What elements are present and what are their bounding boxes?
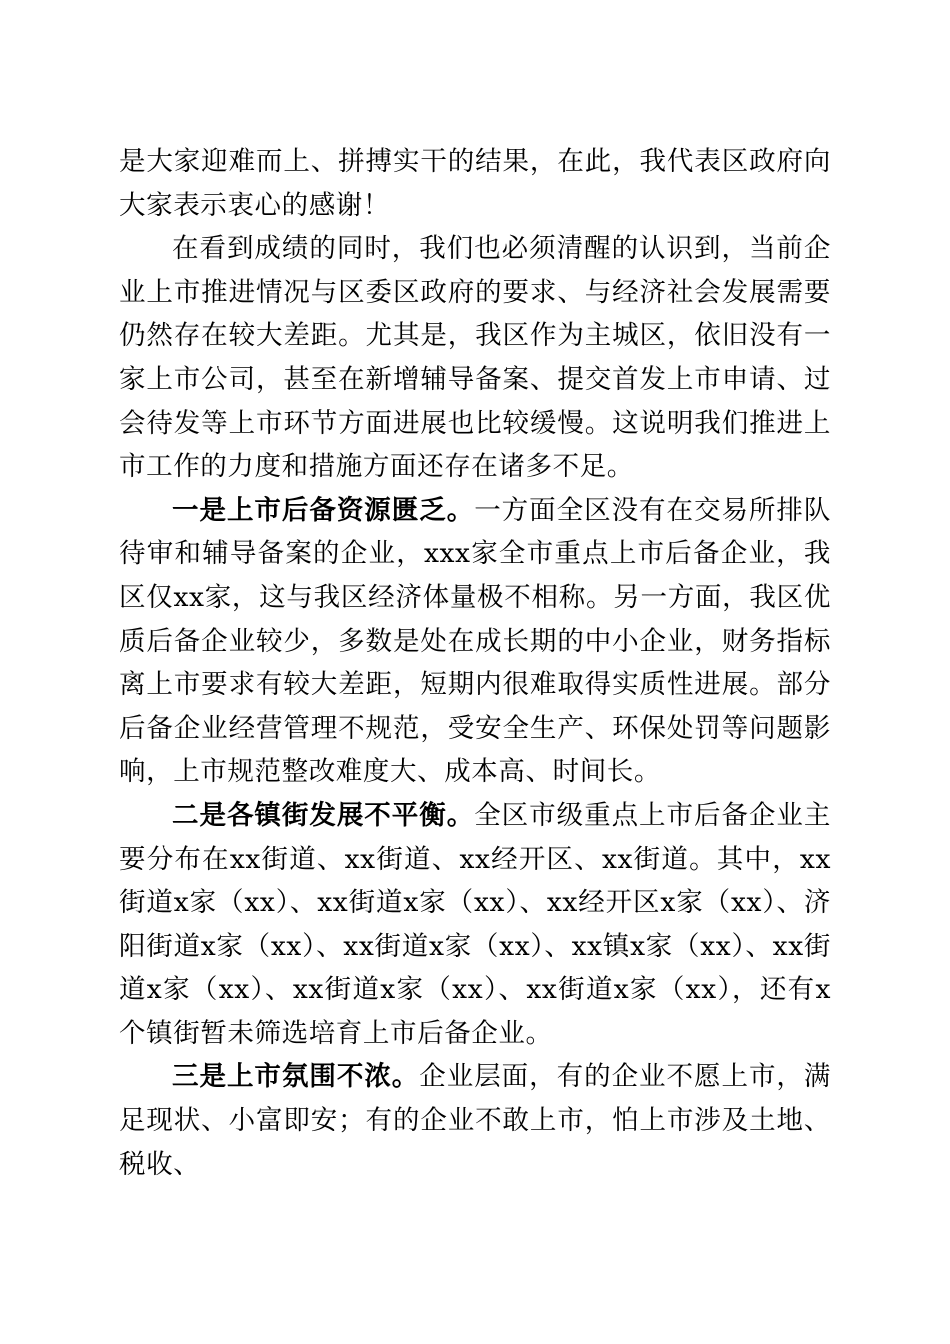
paragraph-heading: 三是上市氛围不浓。 [172,1061,420,1093]
paragraph-listing-atmosphere [119,1055,831,1186]
paragraph-uneven-development [119,794,831,1056]
paragraph-text: 企业层面，有的企业不愿上市，满足现状、小富即安；有的企业不敢上市，怕上市涉及土地、税收、 [119,1061,831,1180]
paragraph-text: 全区市级重点上市后备企业主要分布在xx街道、xx街道、xx经开区、xx街道。其中，xx街道x家（xx）、xx街道x家（xx）、xx经开区x家（xx）、济阳街道x家（xx）、xx街道x家（xx）、xx镇x家（xx）、xx街道x家（xx）、xx街道x家（xx）、xx街道x家（xx），还有x个镇街暂未筛选培育上市后备企业。 [119,799,831,1049]
paragraph-reserve-resources [119,489,831,794]
paragraph-text: 一方面全区没有在交易所排队待审和辅导备案的企业，xxx家全市重点上市后备企业，我区仅xx家，这与我区经济体量极不相称。另一方面，我区优质后备企业较少，多数是处在成长期的中小企业，财务指标离上市要求有较大差距，短期内很难取得实质性进展。部分后备企业经营管理不规范，受安全生产、环保处罚等问题影响，上市规范整改难度大、成本高、时间长。 [119,494,831,788]
paragraph-continuation [119,140,831,227]
paragraph-heading: 二是各镇街发展不平衡。 [172,799,475,831]
document-page [119,140,831,1186]
paragraph-heading: 一是上市后备资源匮乏。 [172,494,475,526]
paragraph-gap-assessment [119,227,831,489]
paragraph-text: 在看到成绩的同时，我们也必须清醒的认识到，当前企业上市推进情况与区委区政府的要求、与经济社会发展需要仍然存在较大差距。尤其是，我区作为主城区，依旧没有一家上市公司，甚至在新增辅导备案、提交首发上市申请、过会待发等上市环节方面进展也比较缓慢。这说明我们推进上市工作的力度和措施方面还存在诸多不足。 [119,233,831,483]
paragraph-text: 是大家迎难而上、拼搏实干的结果，在此，我代表区政府向大家表示衷心的感谢！ [119,146,831,221]
